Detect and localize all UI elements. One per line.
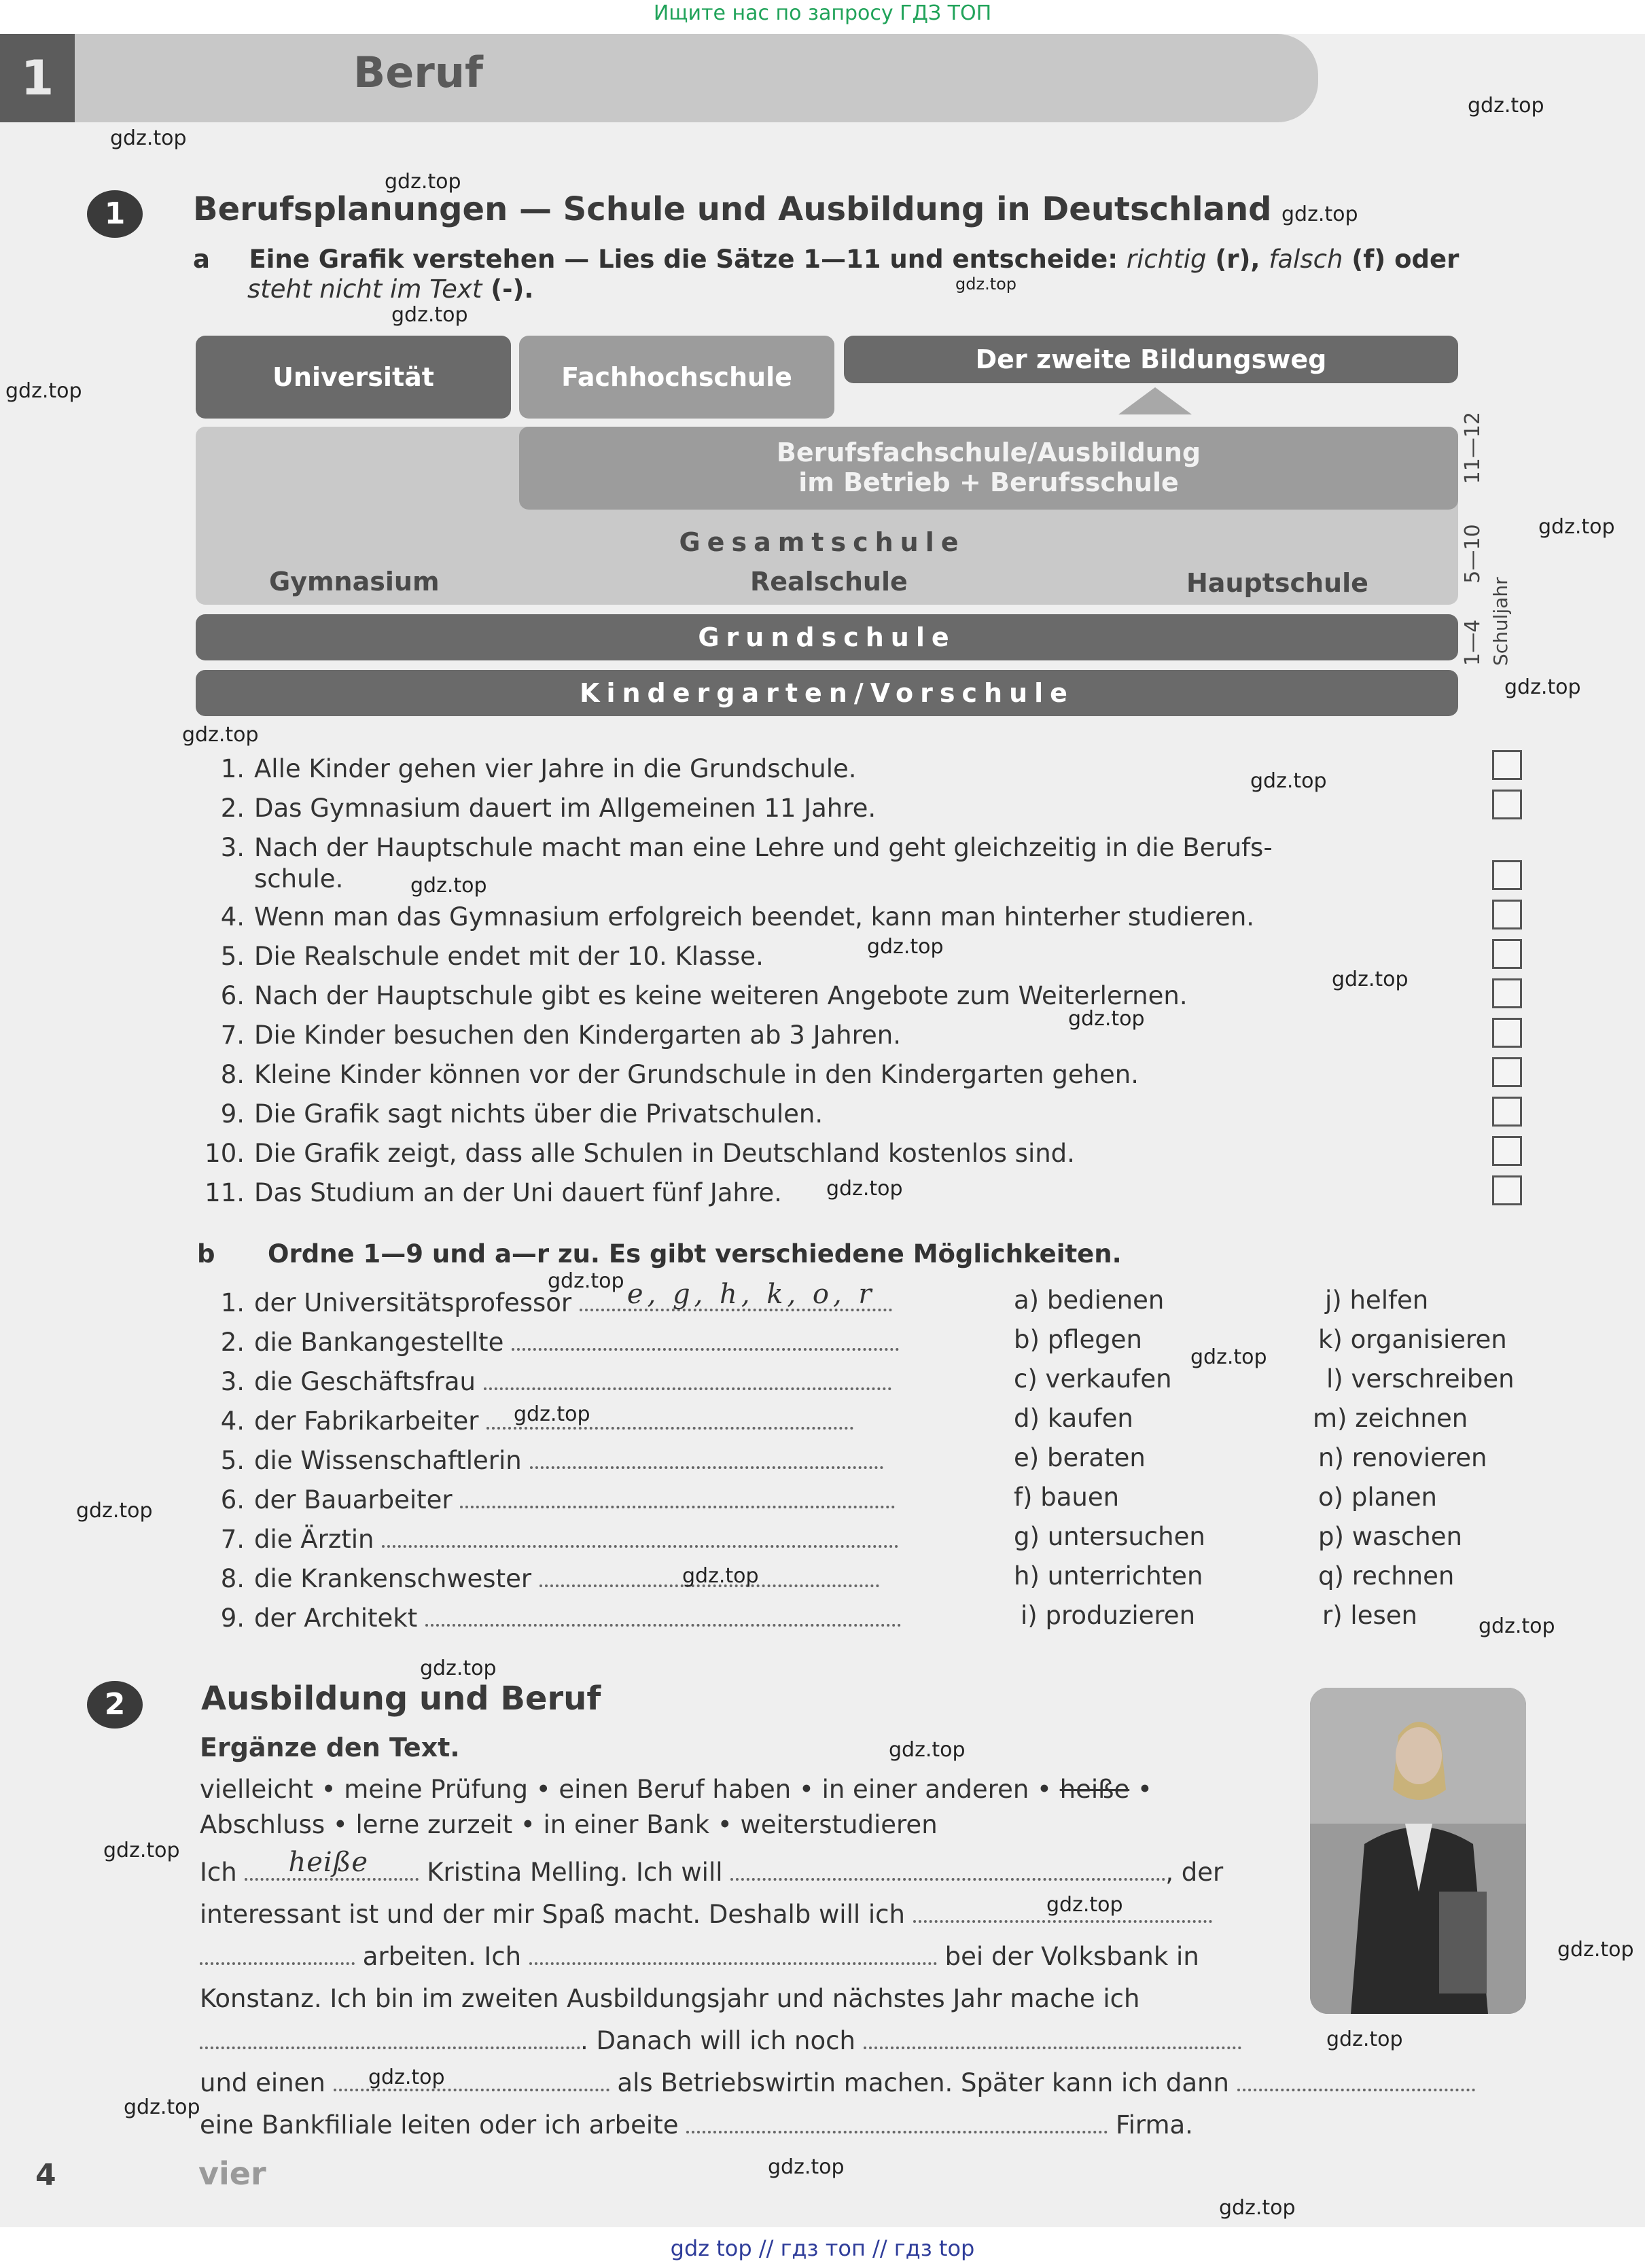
answer-box-4[interactable] <box>1492 900 1522 929</box>
box-universitaet: Universität <box>196 336 511 419</box>
statement-text: Nach der Hauptschule gibt es keine weiteren Angebote zum Weiterlernen. <box>254 981 1188 1010</box>
gap-6[interactable] <box>200 2026 580 2049</box>
statement-number: 10. <box>205 1139 245 1168</box>
verb-i <box>1021 1601 1195 1630</box>
person-text: der Fabrikarbeiter <box>254 1406 479 1436</box>
watermark: gdz.top <box>826 1177 903 1201</box>
watermark: gdz.top <box>1326 2027 1403 2051</box>
exercise-2-number: 2 <box>87 1681 143 1729</box>
answer-box-8[interactable] <box>1492 1057 1522 1087</box>
gap-text-line-4: Konstanz. Ich bin im zweiten Ausbildungsjahr und nächstes Jahr mache ich <box>200 1984 1140 2013</box>
person-number: 1. <box>220 1288 245 1317</box>
box-berufsfachschule <box>519 427 1458 510</box>
exercise-1-number: 1 <box>87 190 143 238</box>
schuljahr-range-2: 5—10 <box>1461 524 1485 584</box>
watermark: gdz.top <box>124 2095 200 2119</box>
verb-letter: k) <box>1318 1325 1343 1354</box>
answer-line-7[interactable] <box>382 1525 898 1548</box>
verb-text: waschen <box>1351 1522 1462 1551</box>
option-not-in-text: steht nicht im Text <box>247 274 482 304</box>
text-fragment: Firma. <box>1116 2110 1193 2140</box>
exercise-2-title: Ausbildung und Beruf <box>201 1680 601 1718</box>
unit-title: Beruf <box>353 48 483 97</box>
watermark: gdz.top <box>1557 1938 1634 1962</box>
watermark: gdz.top <box>1281 202 1358 226</box>
person-3 <box>204 1367 891 1396</box>
verb-letter: m) <box>1313 1404 1347 1433</box>
top-banner[interactable]: Ищите нас по запросу ГДЗ ТОП <box>653 1 992 25</box>
exercise-2-instruction: Ergänze den Text. <box>200 1733 460 1762</box>
statement-text: Nach der Hauptschule macht man eine Lehre und geht gleichzeitig in die Berufs- <box>254 833 1273 862</box>
verb-letter: r) <box>1322 1601 1343 1630</box>
unit-title-bar <box>75 34 1318 122</box>
berufsfachschule-line1: Berufsfachschule/Ausbildung <box>776 438 1201 467</box>
person-number: 5. <box>220 1446 245 1475</box>
watermark: gdz.top <box>1468 94 1544 118</box>
part-b-letter: b <box>197 1239 215 1269</box>
person-number: 2. <box>220 1328 245 1357</box>
person-number: 8. <box>220 1564 245 1593</box>
gap-9[interactable] <box>1237 2068 1475 2091</box>
watermark: gdz.top <box>1068 1007 1145 1031</box>
box-fachhochschule: Fachhochschule <box>519 336 834 419</box>
statement-text: Die Grafik zeigt, dass alle Schulen in Deutschland kostenlos sind. <box>254 1139 1075 1168</box>
answer-box-11[interactable] <box>1492 1175 1522 1205</box>
verb-j <box>1325 1286 1428 1315</box>
verb-letter: n) <box>1318 1443 1344 1472</box>
label-hauptschule: Hauptschule <box>1186 568 1368 598</box>
verb-letter: h) <box>1014 1561 1040 1591</box>
watermark: gdz.top <box>420 1656 497 1680</box>
statement-1 <box>204 754 857 783</box>
verb-letter: i) <box>1021 1601 1038 1630</box>
gap-2[interactable] <box>730 1858 1165 1881</box>
verb-q <box>1318 1561 1454 1591</box>
watermark: gdz.top <box>867 935 944 959</box>
verb-e <box>1014 1443 1146 1472</box>
handwritten-gap-answer: heiße <box>288 1847 369 1878</box>
statement-5 <box>204 942 764 971</box>
watermark: gdz.top <box>1479 1614 1555 1638</box>
statement-number: 1. <box>220 754 245 783</box>
box-zweiter-bildungsweg: Der zweite Bildungsweg <box>844 336 1458 383</box>
answer-box-5[interactable] <box>1492 939 1522 969</box>
watermark: gdz.top <box>1538 515 1615 539</box>
verb-text: organisieren <box>1350 1325 1507 1354</box>
verb-text: unterrichten <box>1047 1561 1203 1591</box>
verb-text: helfen <box>1349 1286 1429 1315</box>
verb-r <box>1322 1601 1417 1630</box>
part-a-letter: a <box>193 245 210 274</box>
berufsfachschule-line2: im Betrieb + Berufsschule <box>798 467 1179 497</box>
verb-letter: o) <box>1318 1483 1344 1512</box>
verb-letter: p) <box>1318 1522 1344 1551</box>
person-text: die Krankenschwester <box>254 1564 532 1593</box>
verb-f <box>1014 1483 1119 1512</box>
watermark: gdz.top <box>889 1738 966 1762</box>
statement-9 <box>204 1099 823 1129</box>
text-fragment: als Betriebswirtin machen. Später kann ich dann <box>617 2068 1229 2097</box>
photo-kristina <box>1310 1688 1526 2014</box>
text-fragment: eine Bankfiliale leiten oder ich arbeite <box>200 2110 679 2140</box>
text-fragment: arbeiten. Ich <box>362 1942 522 1971</box>
watermark: gdz.top <box>682 1564 759 1588</box>
word-bank-bullet: • <box>1129 1775 1152 1804</box>
answer-line-1[interactable] <box>580 1279 892 1311</box>
verb-h <box>1014 1561 1203 1591</box>
option-falsch: falsch <box>1269 245 1343 274</box>
handwritten-answer-1: e, g, h, k, o, r <box>626 1279 876 1310</box>
answer-box-10[interactable] <box>1492 1136 1522 1166</box>
label-gymnasium: Gymnasium <box>269 567 440 597</box>
word-bank-line-2: Abschluss • lerne zurzeit • in einer Bank • weiterstudieren <box>200 1810 938 1839</box>
watermark: gdz.top <box>391 303 468 327</box>
gap-text-line-1 <box>200 1847 1224 1887</box>
watermark: gdz.top <box>385 170 461 194</box>
verb-d <box>1014 1404 1133 1433</box>
text-fragment: . Danach will ich noch <box>580 2026 855 2055</box>
statement-number: 5. <box>220 942 245 971</box>
statement-text: Wenn man das Gymnasium erfolgreich beendet, kann man hinterher studieren. <box>254 902 1255 932</box>
text-fragment: bei der Volksbank in <box>944 1942 1199 1971</box>
verb-letter: f) <box>1014 1483 1033 1512</box>
text-fragment: und einen <box>200 2068 325 2097</box>
exercise-1b-instruction <box>197 1239 1122 1269</box>
verb-text: planen <box>1351 1483 1437 1512</box>
gap-4[interactable] <box>200 1942 355 1965</box>
person-5 <box>204 1446 883 1475</box>
verb-c <box>1014 1364 1172 1394</box>
bottom-banner[interactable]: gdz top // гдз топ // гдз top <box>670 2235 975 2261</box>
watermark: gdz.top <box>1332 968 1409 991</box>
verb-l <box>1326 1364 1515 1394</box>
watermark: gdz.top <box>1190 1345 1267 1369</box>
person-number: 3. <box>220 1367 245 1396</box>
gap-10[interactable] <box>686 2110 1108 2133</box>
statement-number: 3. <box>220 833 245 862</box>
person-photo-icon <box>1310 1688 1526 2014</box>
watermark: gdz.top <box>514 1402 590 1426</box>
watermark: gdz.top <box>1219 2196 1296 2220</box>
verb-letter: b) <box>1014 1325 1040 1354</box>
watermark: gdz.top <box>1046 1893 1123 1917</box>
person-text: der Universitätsprofessor <box>254 1288 572 1317</box>
statement-text: Kleine Kinder können vor der Grundschule in den Kindergarten gehen. <box>254 1060 1139 1089</box>
verb-text: verkaufen <box>1045 1364 1172 1394</box>
page-word: vier <box>198 2155 266 2192</box>
statement-number: 8. <box>220 1060 245 1089</box>
verb-text: bauen <box>1040 1483 1120 1512</box>
verb-text: pflegen <box>1047 1325 1142 1354</box>
statement-number: 6. <box>220 981 245 1010</box>
person-text: die Bankangestellte <box>254 1328 504 1357</box>
verb-text: untersuchen <box>1047 1522 1205 1551</box>
schuljahr-range-1: 1—4 <box>1461 619 1485 666</box>
verb-letter: l) <box>1326 1364 1343 1394</box>
answer-line-3[interactable] <box>484 1367 891 1390</box>
verb-letter: g) <box>1014 1522 1040 1551</box>
person-2 <box>204 1328 899 1357</box>
box-kindergarten: Kindergarten/Vorschule <box>196 670 1458 716</box>
option-falsch-code: (f) oder <box>1343 245 1460 274</box>
verb-n <box>1318 1443 1487 1472</box>
verb-text: renovieren <box>1351 1443 1487 1472</box>
statement-text: Das Gymnasium dauert im Allgemeinen 11 Jahre. <box>254 794 877 823</box>
answer-box-3[interactable] <box>1492 860 1522 890</box>
person-text: die Geschäftsfrau <box>254 1367 476 1396</box>
verb-letter: e) <box>1014 1443 1040 1472</box>
answer-line-2[interactable] <box>512 1328 899 1351</box>
exercise-1-title: Berufsplanungen — Schule und Ausbildung in Deutschland <box>193 190 1272 228</box>
person-number: 4. <box>220 1406 245 1436</box>
person-text: die Ärztin <box>254 1525 374 1554</box>
watermark: gdz.top <box>368 2066 445 2089</box>
watermark: gdz.top <box>110 126 187 150</box>
exercise-1a-instruction <box>193 245 1518 304</box>
part-a-instruction: Eine Grafik verstehen — Lies die Sätze 1—11 und entscheide: <box>249 245 1127 274</box>
verb-a <box>1014 1286 1164 1315</box>
verb-text: kaufen <box>1047 1404 1133 1433</box>
statement-number: 9. <box>220 1099 245 1129</box>
watermark: gdz.top <box>955 274 1017 294</box>
verb-text: zeichnen <box>1355 1404 1468 1433</box>
watermark: gdz.top <box>410 874 487 898</box>
answer-box-6[interactable] <box>1492 978 1522 1008</box>
verb-p <box>1318 1522 1462 1551</box>
statement-number: 7. <box>220 1021 245 1050</box>
statement-8 <box>204 1060 1139 1089</box>
watermark: gdz.top <box>103 1839 180 1862</box>
verb-m <box>1313 1404 1468 1433</box>
watermark: gdz.top <box>548 1269 624 1293</box>
verb-text: lesen <box>1350 1601 1417 1630</box>
schuljahr-range-3: 11—12 <box>1461 412 1485 484</box>
statement-text: Die Kinder besuchen den Kindergarten ab 3 Jahren. <box>254 1021 902 1050</box>
person-text: der Bauarbeiter <box>254 1485 453 1514</box>
page-number: 4 <box>35 2158 56 2193</box>
statement-6 <box>204 981 1188 1010</box>
watermark: gdz.top <box>1250 769 1327 793</box>
person-text: der Architekt <box>254 1603 418 1633</box>
text-fragment: Kristina Melling. Ich will <box>427 1858 723 1887</box>
verb-text: beraten <box>1046 1443 1146 1472</box>
gap-7[interactable] <box>864 2026 1241 2049</box>
arrow-up-icon <box>1114 383 1196 417</box>
person-number: 9. <box>220 1603 245 1633</box>
person-7 <box>204 1525 898 1554</box>
text-fragment: , der <box>1165 1858 1224 1887</box>
schuljahr-label: Schuljahr <box>1489 577 1512 666</box>
label-realschule: Realschule <box>750 567 908 597</box>
statement-3-continued: schule. <box>254 864 344 893</box>
person-9 <box>204 1603 901 1633</box>
word-bank-line-1 <box>200 1775 1152 1804</box>
verb-letter: a) <box>1014 1286 1040 1315</box>
person-text: die Wissenschaftlerin <box>254 1446 522 1475</box>
person-8 <box>204 1564 879 1593</box>
watermark: gdz.top <box>768 2155 845 2179</box>
statement-text: Die Realschule endet mit der 10. Klasse. <box>254 942 764 971</box>
verb-o <box>1318 1483 1437 1512</box>
answer-line-5[interactable] <box>530 1446 883 1469</box>
answer-box-9[interactable] <box>1492 1097 1522 1127</box>
text-fragment: Ich <box>200 1858 237 1887</box>
watermark: gdz.top <box>1504 675 1581 699</box>
person-6 <box>204 1485 895 1514</box>
watermark: gdz.top <box>76 1499 153 1523</box>
verb-text: produzieren <box>1045 1601 1196 1630</box>
label-gesamtschule: Gesamtschule <box>679 527 966 557</box>
verb-text: rechnen <box>1351 1561 1455 1591</box>
statement-text: Die Grafik sagt nichts über die Privatschulen. <box>254 1099 824 1129</box>
answer-box-7[interactable] <box>1492 1018 1522 1048</box>
schuljahr-ranges <box>1461 353 1491 666</box>
verb-letter: q) <box>1318 1561 1344 1591</box>
verb-text: verschreiben <box>1351 1364 1515 1394</box>
text-fragment: interessant ist und der mir Spaß macht. Deshalb will ich <box>200 1900 905 1929</box>
person-number: 7. <box>220 1525 245 1554</box>
statement-2 <box>204 794 876 823</box>
gap-1[interactable] <box>245 1847 419 1881</box>
statement-7 <box>204 1021 901 1050</box>
box-grundschule: Grundschule <box>196 614 1458 660</box>
option-not-in-text-code: (-). <box>482 274 534 304</box>
watermark: gdz.top <box>5 379 82 403</box>
person-number: 6. <box>220 1485 245 1514</box>
answer-box-1[interactable] <box>1492 750 1522 780</box>
verb-letter: c) <box>1014 1364 1038 1394</box>
unit-number: 1 <box>0 34 75 122</box>
verb-b <box>1014 1325 1142 1354</box>
answer-box-2[interactable] <box>1492 790 1522 819</box>
statement-number: 11. <box>205 1178 245 1207</box>
gap-text-line-3 <box>200 1942 1199 1971</box>
statement-3 <box>204 833 1273 862</box>
statement-4 <box>204 902 1254 932</box>
statement-11 <box>204 1178 782 1207</box>
option-richtig-code: (r), <box>1206 245 1269 274</box>
statement-10 <box>204 1139 1075 1168</box>
statement-number: 4. <box>220 902 245 932</box>
answer-line-6[interactable] <box>460 1485 895 1508</box>
answer-line-9[interactable] <box>425 1603 901 1627</box>
statement-text: Das Studium an der Uni dauert fünf Jahre. <box>254 1178 782 1207</box>
verb-text: bedienen <box>1046 1286 1165 1315</box>
verb-g <box>1014 1522 1205 1551</box>
verb-k <box>1318 1325 1507 1354</box>
word-bank-struck-word: heiße <box>1059 1775 1130 1804</box>
gap-5[interactable] <box>529 1942 937 1965</box>
statement-number: 2. <box>220 794 245 823</box>
statement-text: Alle Kinder gehen vier Jahre in die Grundschule. <box>254 754 857 783</box>
word-bank-text: vielleicht • meine Prüfung • einen Beruf haben • in einer anderen • <box>200 1775 1052 1804</box>
gap-text-line-7 <box>200 2110 1193 2140</box>
verb-letter: d) <box>1014 1404 1040 1433</box>
option-richtig: richtig <box>1126 245 1207 274</box>
verb-letter: j) <box>1325 1286 1342 1315</box>
watermark: gdz.top <box>182 723 259 747</box>
gap-text-line-5 <box>200 2026 1241 2055</box>
part-b-instruction-text: Ordne 1—9 und a—r zu. Es gibt verschiedene Möglichkeiten. <box>268 1239 1122 1269</box>
